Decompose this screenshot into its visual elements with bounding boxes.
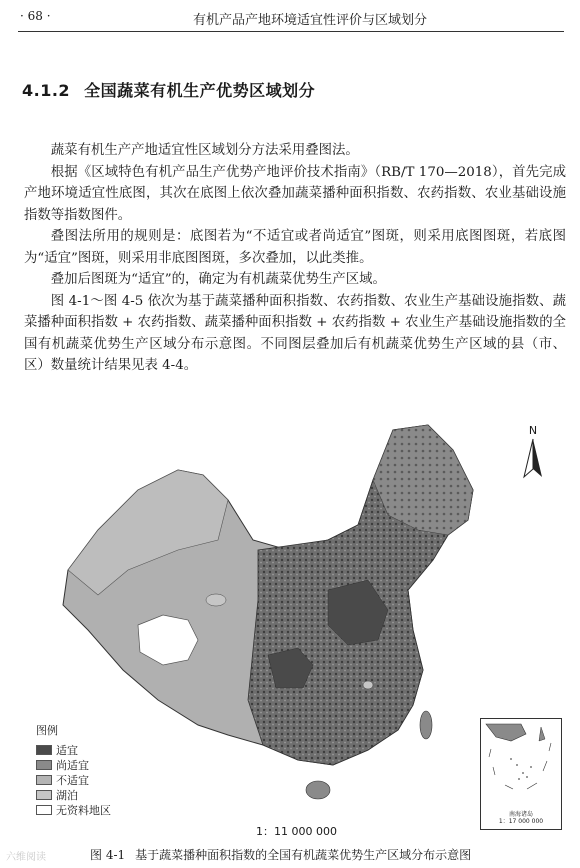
legend-swatch: [36, 745, 52, 755]
page-number: · 68 ·: [20, 9, 51, 23]
legend-item: [36, 787, 146, 802]
legend-swatch: [36, 760, 52, 770]
legend-title: 图例: [36, 724, 58, 737]
south-china-sea-inset: [480, 718, 562, 830]
legend-label: 湖泊: [56, 788, 78, 802]
body-text: [24, 140, 566, 377]
section-number: 4.1.2: [22, 81, 71, 100]
paragraph-3: 叠图法所用的规则是：底图若为“不适宜或者尚适宜”图斑，则采用底图图斑，若底图为“适宜”图斑，则采用非底图图斑，多次叠加，以此类推。: [24, 229, 566, 266]
legend-swatch: [36, 775, 52, 785]
legend-item: [36, 772, 146, 787]
legend-item: [36, 742, 146, 757]
lake-qinghai: [206, 594, 226, 606]
paragraph-1: 蔬菜有机生产产地适宜性区域划分方法采用叠图法。: [50, 143, 359, 158]
north-arrow-icon: [518, 437, 548, 481]
legend-swatch: [36, 790, 52, 800]
header-rule: [18, 31, 564, 32]
paragraph-2: 根据《区域特色有机产品生产优势产地评价技术指南》（RB/T 170—2018），首先完成产地环境适宜性底图，其次在底图上依次叠加蔬菜播种面积指数、农药指数、农业基础设施指数等指数图件。: [24, 164, 566, 223]
hainan-island: [306, 781, 330, 799]
inset-scale: 1：17 000 000: [498, 818, 544, 825]
map-legend: [36, 722, 146, 817]
running-title: 有机产品产地环境适宜性评价与区域划分: [192, 13, 427, 28]
legend-item: [36, 802, 146, 817]
legend-swatch: [36, 805, 52, 815]
legend-label: 适宜: [56, 743, 78, 757]
figure-caption-text: 基于蔬菜播种面积指数的全国有机蔬菜优势生产区域分布示意图: [135, 848, 472, 862]
figure-caption: [90, 846, 471, 863]
legend-label: 尚适宜: [56, 758, 89, 772]
north-label: N: [528, 424, 538, 437]
taiwan-island: [420, 711, 432, 739]
lake-poyang: [363, 681, 373, 689]
inset-caption: [485, 811, 557, 825]
legend-label: 无资料地区: [56, 803, 111, 817]
inset-title: 南海诸岛: [508, 811, 533, 818]
paragraph-4: 叠加后图斑为“适宜”的，确定为有机蔬菜优势生产区域。: [50, 272, 386, 287]
page-header: [0, 0, 580, 36]
section-title: 全国蔬菜有机生产优势区域划分: [84, 81, 316, 100]
watermark: 六维阅读: [6, 852, 46, 863]
inset-map: [481, 719, 561, 799]
north-arrow: [518, 424, 548, 484]
legend-item: [36, 757, 146, 772]
paragraph-5: 图 4-1～图 4-5 依次为基于蔬菜播种面积指数、农药指数、农业生产基础设施指数、蔬菜播种面积指数 + 农药指数、蔬菜播种面积指数 + 农药指数 + 农业生产基础设施指数的全国有机蔬菜优势生产区域分布示意图。不同图层叠加后有机蔬菜优势生产区域的县（市、区）数量统计结果见表 4-4。: [24, 293, 566, 373]
legend-label: 不适宜: [56, 773, 89, 787]
map-scale: 1：11 000 000: [256, 825, 337, 838]
section-heading: [22, 78, 315, 101]
figure-label: 图 4-1: [90, 848, 126, 862]
map-figure: [28, 420, 568, 830]
